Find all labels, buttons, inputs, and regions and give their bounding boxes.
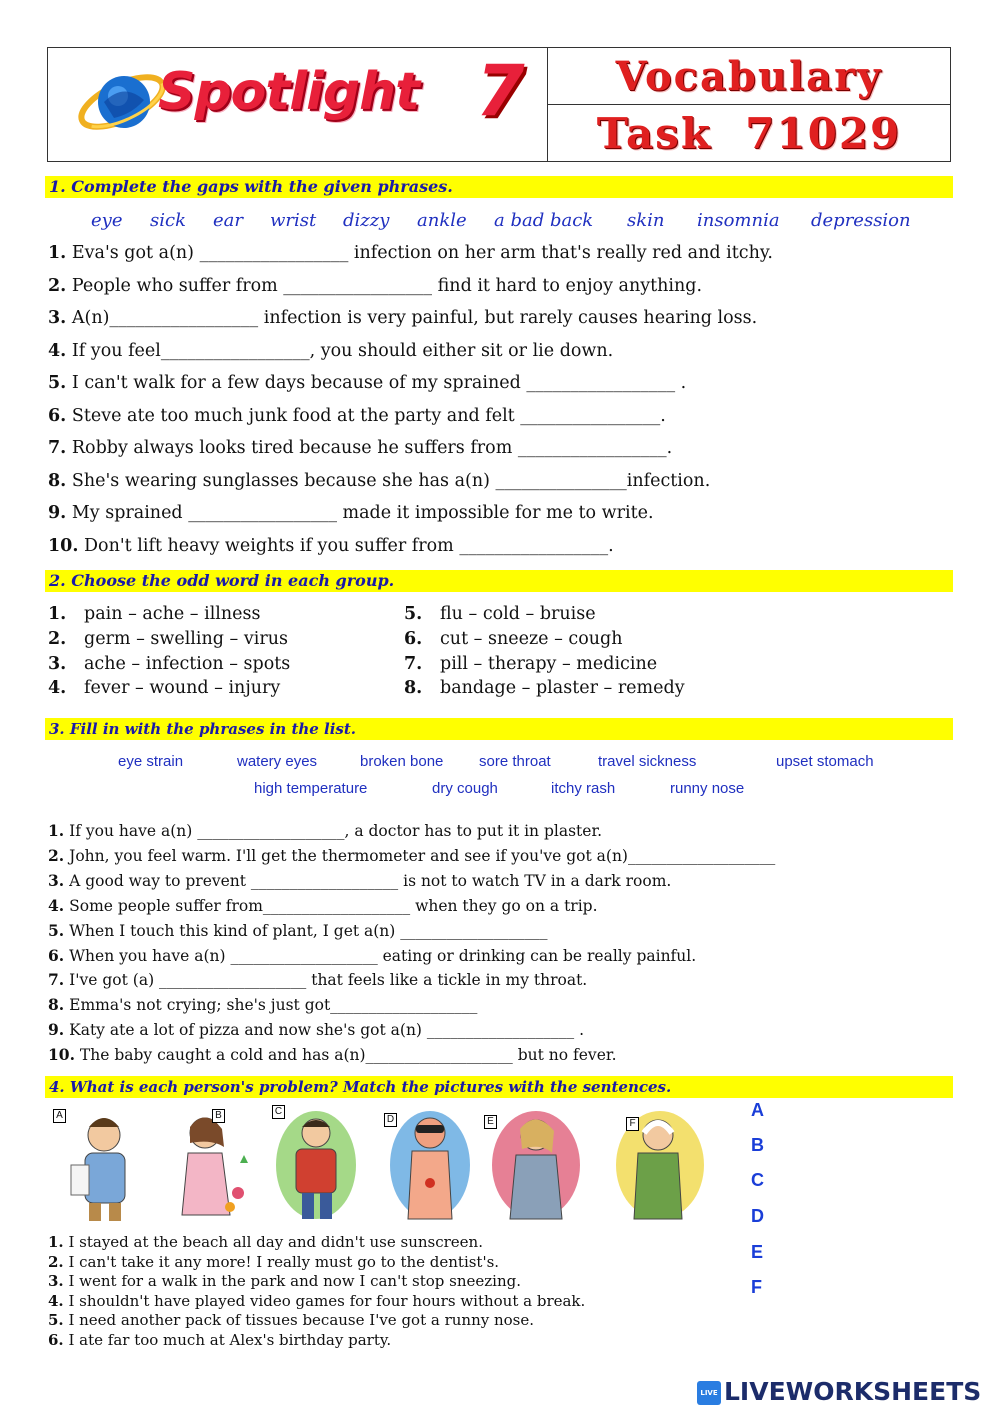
- exercise-3-item[interactable]: 7. I've got (a) ___________________ that feels like a tickle in my throat.: [48, 970, 588, 989]
- odd-word-group[interactable]: 6. cut – sneeze – cough: [404, 629, 623, 649]
- picture-label: B: [212, 1109, 225, 1123]
- exercise-4-sentence: 2. I can't take it any more! I really must go to the dentist's.: [48, 1253, 500, 1271]
- exercise-3-item[interactable]: 8. Emma's not crying; she's just got___________________: [48, 995, 478, 1014]
- section-1-heading: 1. Complete the gaps with the given phrases.: [45, 176, 953, 198]
- picture-f: [600, 1103, 718, 1221]
- exercise-1-item[interactable]: 9. My sprained _________________ made it impossible for me to write.: [48, 503, 654, 523]
- exercise-3-item[interactable]: 4. Some people suffer from___________________ when they go on a trip.: [48, 896, 598, 915]
- liveworksheets-brand: LIVEWORKSHEETS: [724, 1377, 982, 1406]
- word-bank-item: insomnia: [697, 210, 780, 231]
- liveworksheets-badge-icon: LIVE: [697, 1381, 721, 1405]
- person-stomach-ache-illustration: [268, 1103, 364, 1221]
- odd-word-group[interactable]: 1. pain – ache – illness: [48, 604, 261, 624]
- phrase-bank-item: travel sickness: [598, 753, 697, 770]
- picture-d: [380, 1103, 480, 1221]
- exercise-4-sentence: 3. I went for a walk in the park and now I can't stop sneezing.: [48, 1272, 521, 1290]
- phrase-bank-item: broken bone: [360, 753, 444, 770]
- picture-b: [160, 1103, 260, 1221]
- task-cell: [548, 105, 950, 161]
- odd-word-group[interactable]: 2. germ – swelling – virus: [48, 629, 288, 649]
- exercise-3-item[interactable]: 5. When I touch this kind of plant, I get a(n) ___________________: [48, 921, 548, 940]
- picture-c: [268, 1103, 364, 1221]
- picture-a: [49, 1103, 159, 1221]
- logo-number: 7: [476, 50, 525, 132]
- exercise-1-item[interactable]: 10. Don't lift heavy weights if you suffer from _________________.: [48, 536, 614, 556]
- logo-cell: [48, 48, 548, 161]
- person-eye-strain-illustration: [482, 1103, 588, 1221]
- answer-letter[interactable]: F: [751, 1277, 762, 1297]
- page-title: Vocabulary: [615, 52, 883, 100]
- odd-word-group[interactable]: 8. bandage – plaster – remedy: [404, 678, 685, 698]
- person-toothache-illustration: [600, 1103, 718, 1221]
- word-bank-item: ear: [213, 210, 243, 231]
- odd-word-group[interactable]: 3. ache – infection – spots: [48, 654, 291, 674]
- word-bank-item: eye: [91, 210, 123, 231]
- answer-letter[interactable]: E: [751, 1242, 764, 1262]
- odd-word-group[interactable]: 5. flu – cold – bruise: [404, 604, 596, 624]
- person-sneezing-illustration: [160, 1103, 260, 1221]
- answer-letter[interactable]: A: [751, 1100, 764, 1120]
- exercise-1-item[interactable]: 8. She's wearing sunglasses because she has a(n) _______________infection.: [48, 471, 711, 491]
- exercise-1-item[interactable]: 7. Robby always looks tired because he suffers from _________________.: [48, 438, 673, 458]
- picture-label: F: [626, 1117, 639, 1131]
- answer-letter[interactable]: D: [751, 1206, 764, 1226]
- exercise-1-item[interactable]: 6. Steve ate too much junk food at the party and felt ________________.: [48, 406, 666, 426]
- phrase-bank-item: high temperature: [254, 780, 368, 797]
- exercise-1-item[interactable]: 2. People who suffer from _________________ find it hard to enjoy anything.: [48, 276, 703, 296]
- exercise-3-item[interactable]: 1. If you have a(n) ___________________, a doctor has to put it in plaster.: [48, 821, 603, 840]
- odd-word-group[interactable]: 4. fever – wound – injury: [48, 678, 281, 698]
- task-number: Task 71029: [596, 108, 902, 158]
- exercise-1-item[interactable]: 5. I can't walk for a few days because of my sprained _________________ .: [48, 373, 687, 393]
- phrase-bank-item: eye strain: [118, 753, 184, 770]
- word-bank-item: skin: [627, 210, 665, 231]
- word-bank-item: wrist: [270, 210, 317, 231]
- exercise-1-item[interactable]: 1. Eva's got a(n) _________________ infection on her arm that's really red and itchy.: [48, 243, 773, 263]
- phrase-bank-item: itchy rash: [551, 780, 616, 797]
- exercise-4-sentence: 1. I stayed at the beach all day and didn't use sunscreen.: [48, 1233, 483, 1251]
- picture-label: A: [53, 1109, 66, 1123]
- section-3-heading: 3. Fill in with the phrases in the list.: [45, 718, 953, 740]
- word-bank-item: dizzy: [343, 210, 390, 231]
- phrase-bank-item: dry cough: [432, 780, 498, 797]
- word-bank-item: depression: [811, 210, 911, 231]
- picture-e: [482, 1103, 588, 1221]
- odd-word-group[interactable]: 7. pill – therapy – medicine: [404, 654, 658, 674]
- exercise-3-item[interactable]: 9. Katy ate a lot of pizza and now she's got a(n) ___________________ .: [48, 1020, 585, 1039]
- exercise-1-item[interactable]: 4. If you feel_________________, you should either sit or lie down.: [48, 341, 614, 361]
- exercise-4-sentence: 4. I shouldn't have played video games for four hours without a break.: [48, 1292, 586, 1310]
- section-4-heading: 4. What is each person's problem? Match the pictures with the sentences.: [45, 1076, 953, 1098]
- phrase-bank-item: upset stomach: [776, 753, 874, 770]
- phrase-bank-item: watery eyes: [237, 753, 318, 770]
- worksheet-header: [47, 47, 951, 162]
- word-bank-item: ankle: [417, 210, 467, 231]
- picture-label: E: [484, 1115, 497, 1129]
- title-cell: [548, 48, 950, 105]
- globe-logo-icon: [74, 62, 170, 142]
- logo-text: Spotlight: [158, 62, 420, 122]
- exercise-3-item[interactable]: 2. John, you feel warm. I'll get the thermometer and see if you've got a(n)___________________: [48, 846, 776, 865]
- exercise-4-sentence: 5. I need another pack of tissues because I've got a runny nose.: [48, 1311, 535, 1329]
- exercise-3-item[interactable]: 10. The baby caught a cold and has a(n)___________________ but no fever.: [48, 1045, 617, 1064]
- word-bank-item: a bad back: [494, 210, 594, 231]
- picture-label: C: [272, 1105, 285, 1119]
- phrase-bank-item: runny nose: [670, 780, 745, 797]
- section-2-heading: 2. Choose the odd word in each group.: [45, 570, 953, 592]
- phrase-bank-item: sore throat: [479, 753, 551, 770]
- exercise-3-item[interactable]: 6. When you have a(n) ___________________ eating or drinking can be really painful.: [48, 946, 697, 965]
- word-bank-item: sick: [150, 210, 186, 231]
- answer-letter[interactable]: C: [751, 1170, 764, 1190]
- exercise-1-item[interactable]: 3. A(n)_________________ infection is very painful, but rarely causes hearing loss.: [48, 308, 758, 328]
- answer-letter[interactable]: B: [751, 1135, 764, 1155]
- exercise-4-sentence: 6. I ate far too much at Alex's birthday party.: [48, 1331, 392, 1349]
- picture-label: D: [384, 1113, 397, 1127]
- exercise-3-item[interactable]: 3. A good way to prevent ___________________ is not to watch TV in a dark room.: [48, 871, 672, 890]
